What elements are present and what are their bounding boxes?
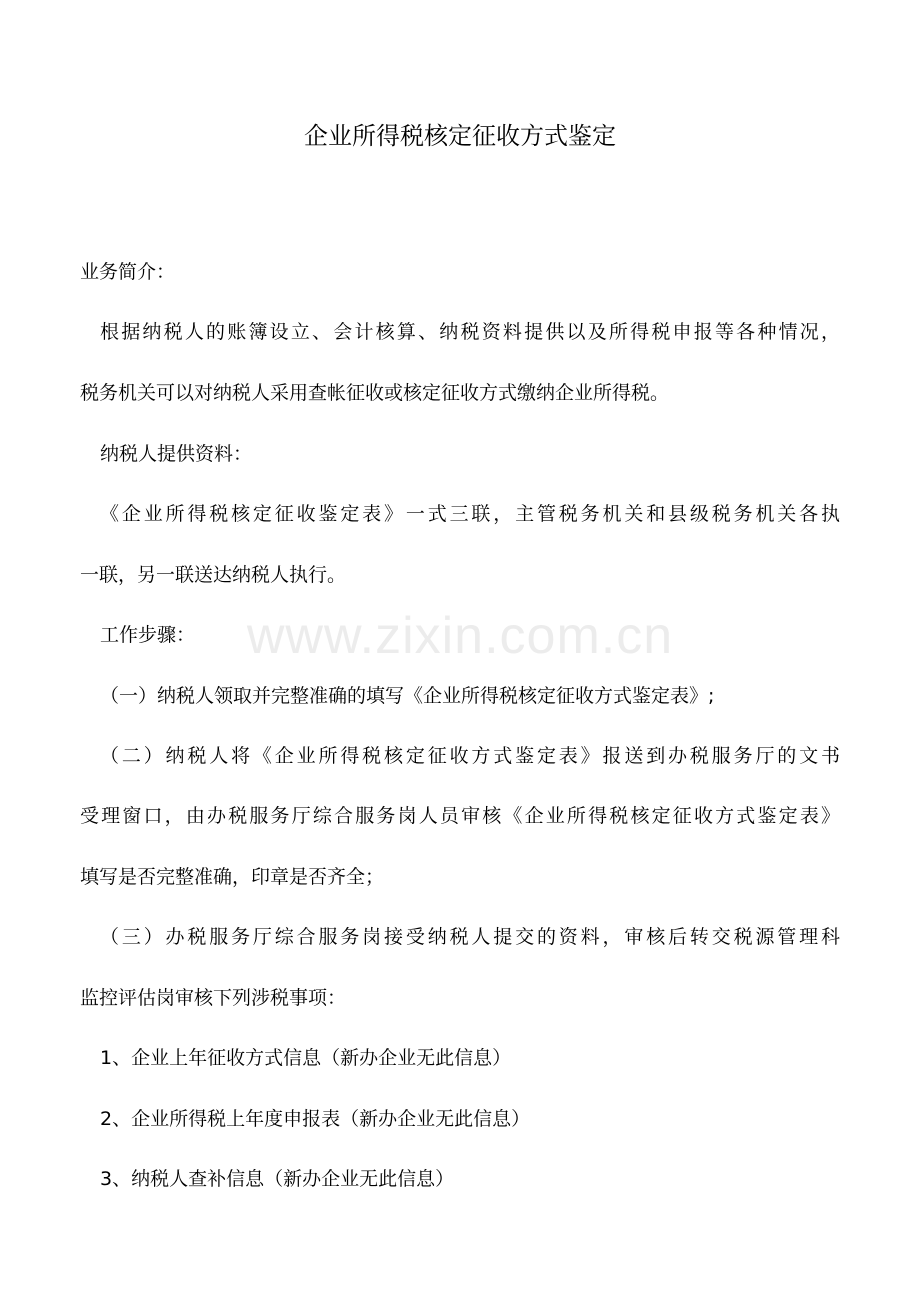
paragraph-line: 《企业所得税核定征收鉴定表》一式三联，主管税务机关和县级税务机关各执 bbox=[100, 503, 840, 525]
list-item: 2、企业所得税上年度申报表（新办企业无此信息） bbox=[100, 1108, 531, 1130]
list-item: 1、企业上年征收方式信息（新办企业无此信息） bbox=[100, 1047, 512, 1069]
watermark-logo: www.zixin.com.cn bbox=[246, 607, 674, 665]
list-item: 3、纳税人查补信息（新办企业无此信息） bbox=[100, 1168, 455, 1190]
step-line: （二）纳税人将《企业所得税核定征收方式鉴定表》报送到办税服务厅的文书 bbox=[100, 745, 840, 767]
step-line: 受理窗口，由办税服务厅综合服务岗人员审核《企业所得税核定征收方式鉴定表》 bbox=[80, 805, 840, 827]
step-line: 填写是否完整准确，印章是否齐全； bbox=[80, 866, 385, 888]
paragraph-line: 一联，另一联送达纳税人执行。 bbox=[80, 564, 347, 586]
section-heading-materials: 纳税人提供资料： bbox=[100, 443, 253, 465]
step-line: （三）办税服务厅综合服务岗接受纳税人提交的资料，审核后转交税源管理科 bbox=[100, 926, 840, 948]
paragraph-line: 根据纳税人的账簿设立、会计核算、纳税资料提供以及所得税申报等各种情况， bbox=[100, 321, 840, 343]
section-heading-intro: 业务简介： bbox=[80, 261, 176, 283]
step-line: 监控评估岗审核下列涉税事项： bbox=[80, 987, 347, 1009]
section-heading-steps: 工作步骤： bbox=[100, 624, 196, 646]
document-title: 企业所得税核定征收方式鉴定 bbox=[304, 122, 616, 150]
step-line: （一）纳税人领取并完整准确的填写《企业所得税核定征收方式鉴定表》; bbox=[100, 685, 715, 707]
paragraph-line: 税务机关可以对纳税人采用查帐征收或核定征收方式缴纳企业所得税。 bbox=[80, 382, 670, 404]
